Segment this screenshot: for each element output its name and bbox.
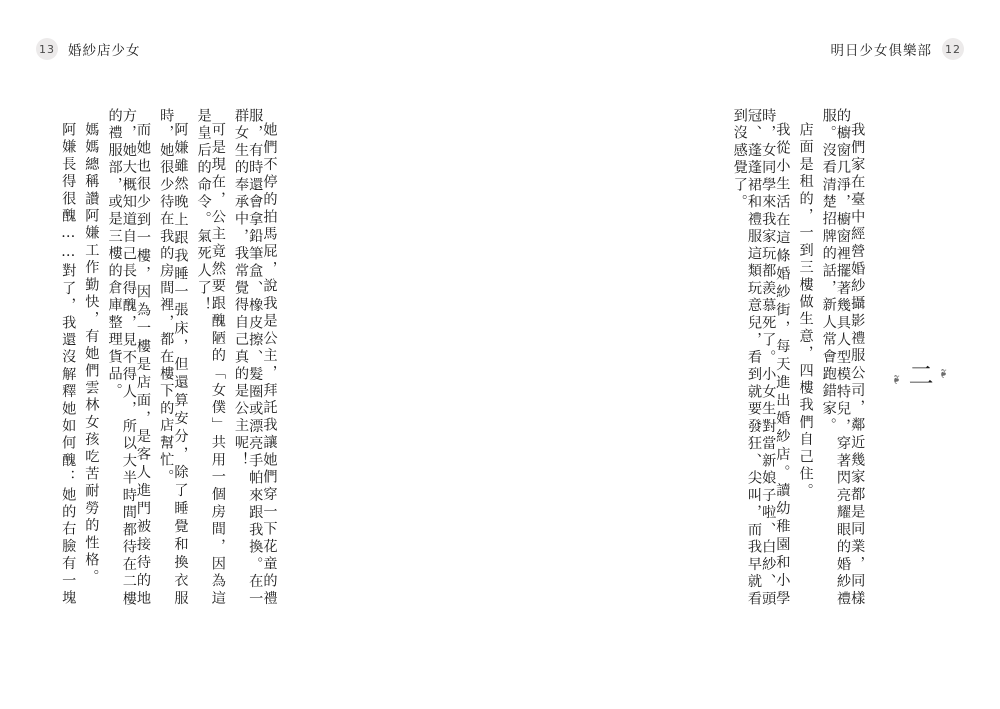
page-right [724,108,951,608]
paragraph: 而她也很少到一樓，因為一樓是店面，是客人進門被接待的地方，她大概知道自己長得醜，見不得人，所以大半時間都待在二樓的禮服部，或是三樓的倉庫整理貨品。 [106,108,152,608]
paragraph: 她們不停的拍馬屁，說我是公主，拜託我讓她們穿一下花童的禮服，有時還會拿鉛筆盒、橡皮擦、髮圈或漂亮手帕來跟我換。在一群女生的奉承中，我常覺得自己真的是公主呢！ [233,108,278,608]
chapter-heading [888,108,951,608]
running-head-right [831,38,965,60]
paragraph: 媽媽總稱讚阿嫌工作勤快，有她們雲林女孩吃苦耐勞的性格。 [83,122,100,587]
paragraph: 阿嫌長得很醜……對了，我還沒解釋她如何醜：她的右臉有一塊 [60,122,77,608]
page-left [52,108,276,608]
ornament-icon-top: ❧ [935,367,951,379]
running-title-left: 婚紗店少女 [68,43,141,59]
running-head-left [36,38,141,60]
chapter-number: 二 [905,361,935,391]
paragraph: 阿嫌雖然晚上跟我睡一張床，但還算安分，除了睡覺和換衣服時，她很少待在我的房間裡，都在樓下的店幫忙。 [158,108,189,608]
ornament-icon-bottom: ❧ [888,373,904,385]
page-folio-right: 12 [942,38,964,60]
paragraph: 我們家在臺中經營婚紗攝影禮服公司，鄰近幾家都是同業，同樣的櫥窗几淨，櫥窗裡擺著幾具人型模特兒，穿著閃亮耀眼的婚紗禮服。沒看清楚招牌的話，新人常會跑錯家。 [820,108,866,608]
paragraph: 店面是租的，一到三樓做生意，四樓我們自己住。 [797,122,814,501]
paragraph: 我從小生活在這條婚紗街，每天進出婚紗店。讀幼稚園和小學時，女同學來我家玩都羨慕死了。小女生對當新娘子啦、白紗、頭冠、蓬蓬裙和禮服這類玩意兒，看到就要發狂、尖叫，而我早就看到沒感覺了。 [731,108,791,608]
page-folio-left: 13 [36,38,58,60]
paragraph: 可是現在，公主竟然要跟醜陋的「女僕」共用一個房間，因為這是皇后的命令。氣死人了！ [195,108,226,608]
running-title-right: 明日少女俱樂部 [830,43,932,59]
